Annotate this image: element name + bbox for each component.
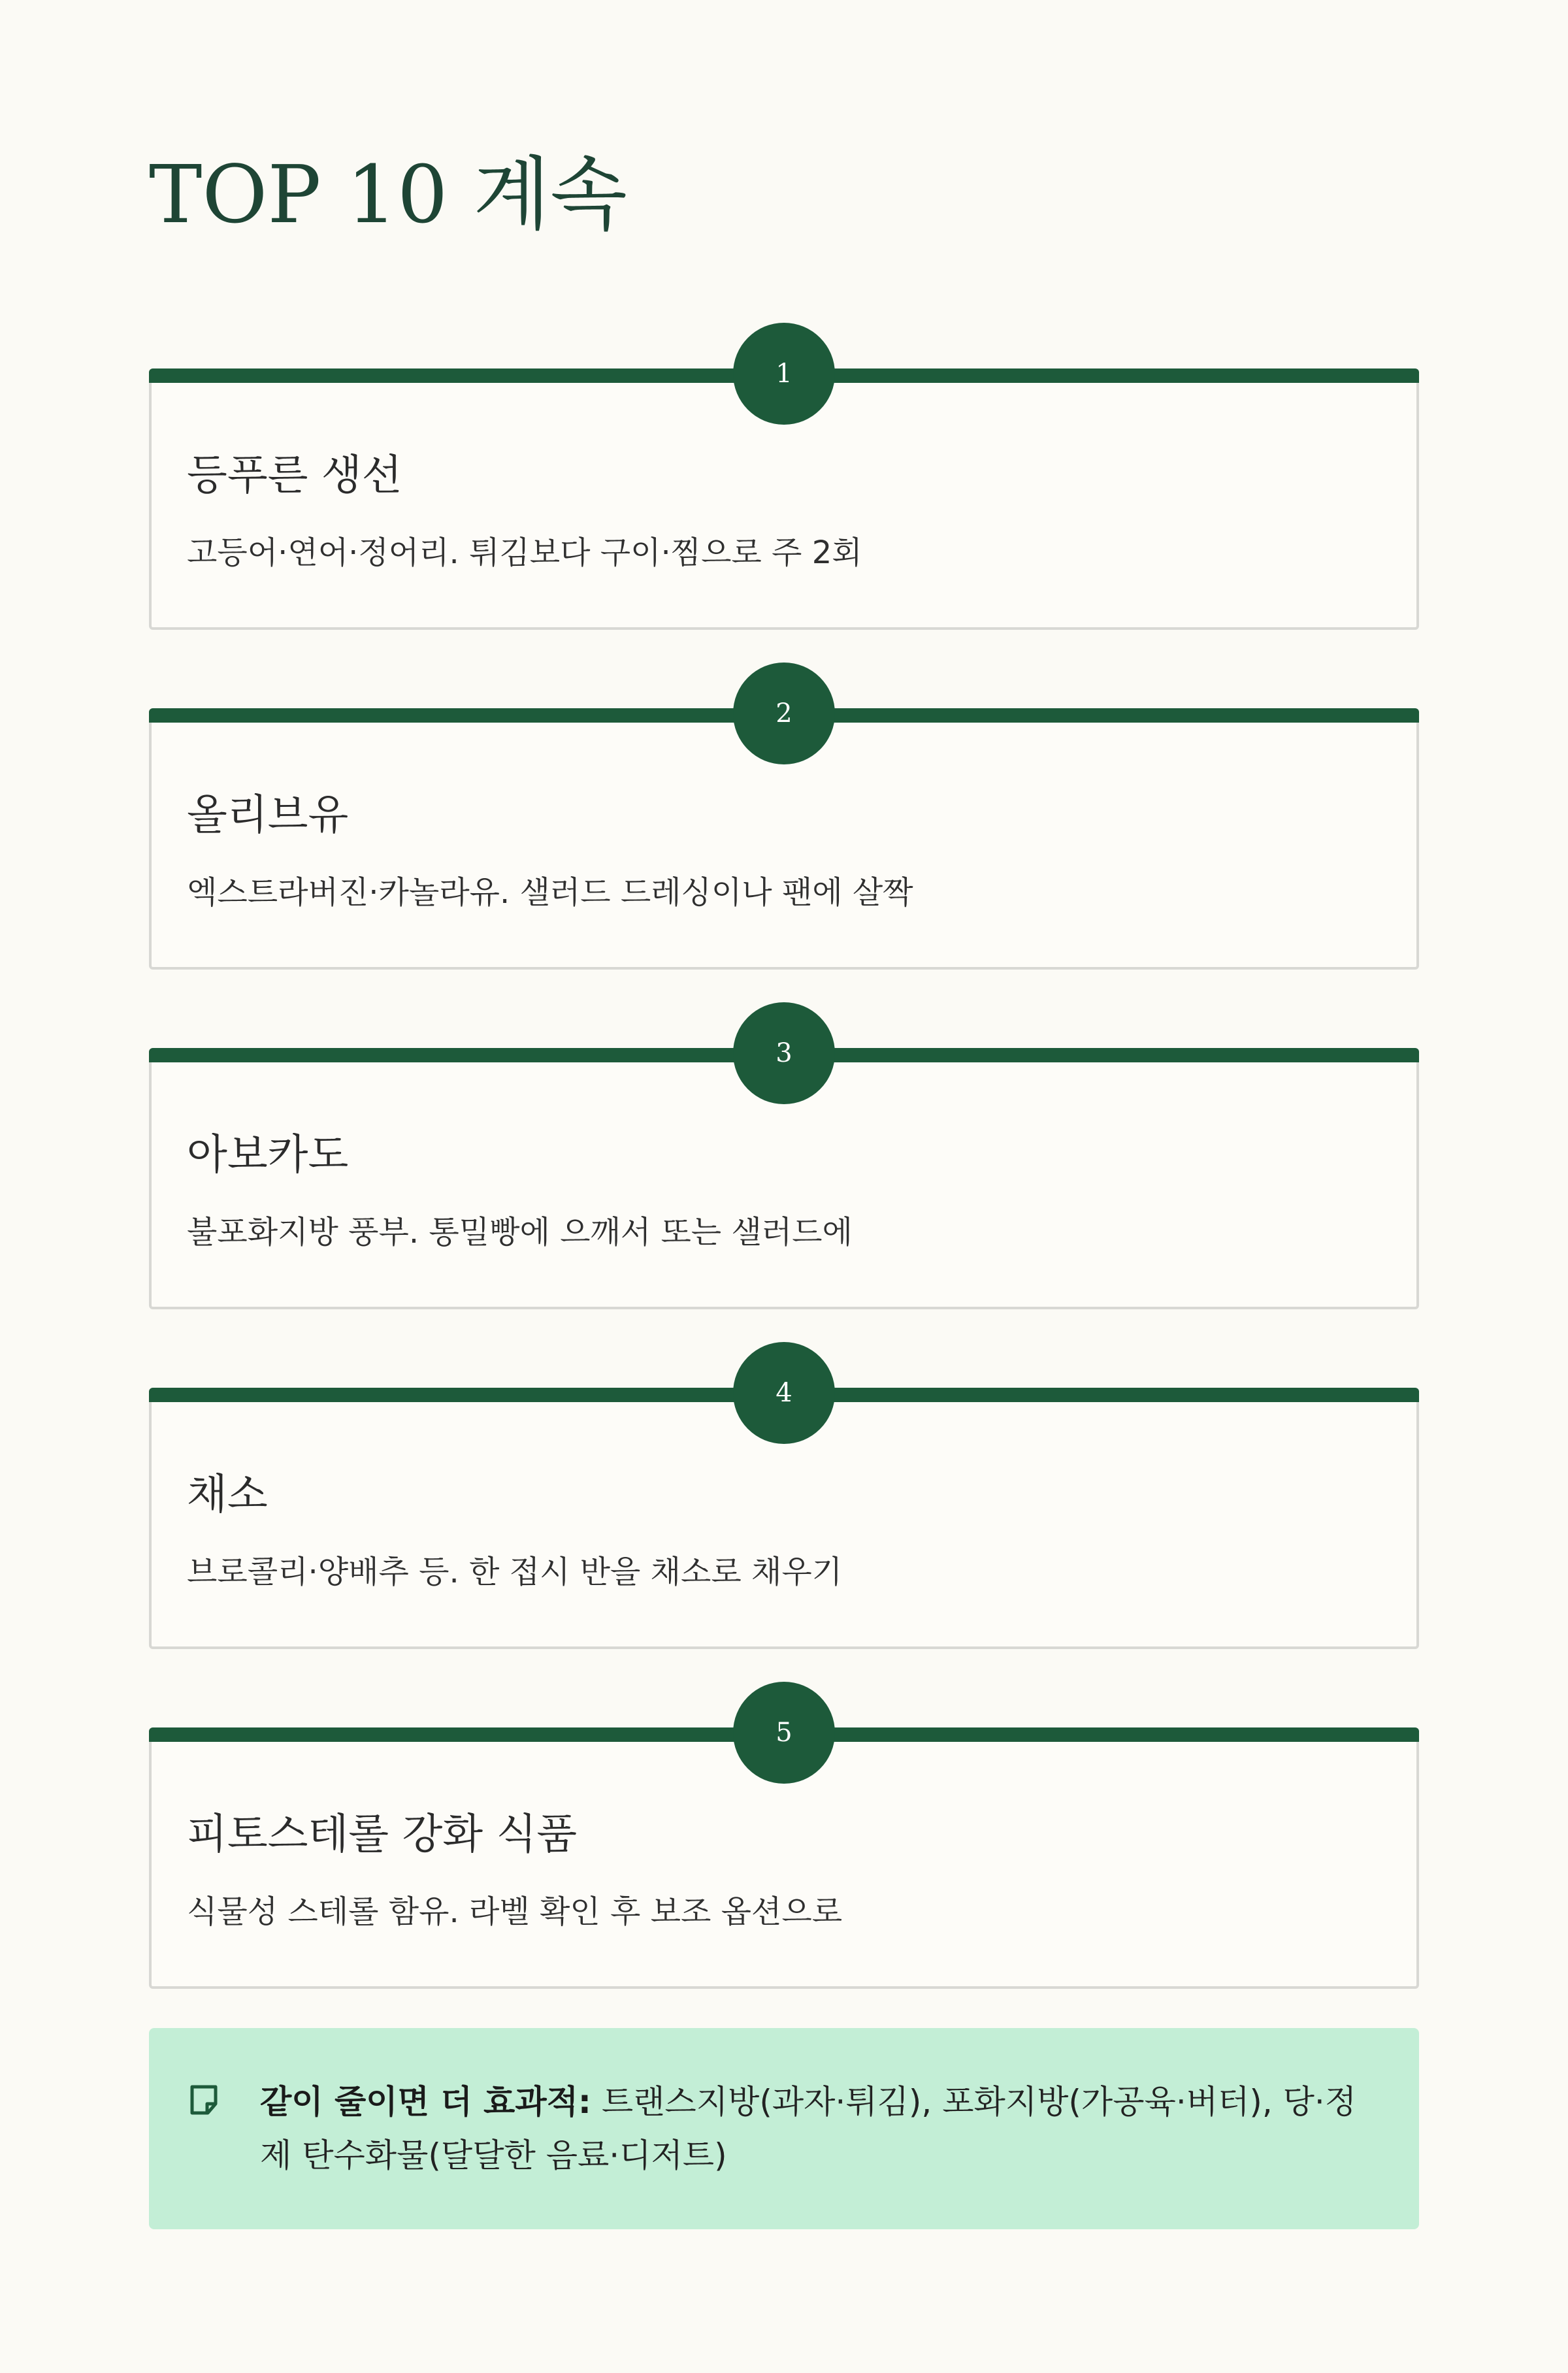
- tip-text: [260, 2075, 1384, 2182]
- item-description: 식물성 스테롤 함유. 라벨 확인 후 보조 옵션으로: [187, 1893, 843, 1930]
- item-description: 고등어·연어·정어리. 튀김보다 구이·찜으로 주 2회: [187, 534, 862, 571]
- tip-callout: [149, 2028, 1419, 2229]
- tip-label: 같이 줄이면 더 효과적:: [260, 2083, 591, 2121]
- item-description: 브로콜리·양배추 등. 한 접시 반을 채소로 채우기: [187, 1554, 843, 1590]
- item-number-badge: 1: [733, 323, 835, 425]
- list-item: [149, 1680, 1419, 1989]
- list-item: [149, 1341, 1419, 1649]
- item-heading: 올리브유: [187, 791, 349, 840]
- item-number-badge: 3: [733, 1002, 835, 1104]
- item-heading: 아보카도: [187, 1131, 349, 1179]
- item-heading: 채소: [187, 1471, 268, 1519]
- page-title: TOP 10 계속: [149, 148, 627, 241]
- item-heading: 피토스테롤 강화 식품: [187, 1810, 578, 1859]
- item-number-badge: 4: [733, 1342, 835, 1444]
- list-item: [149, 1001, 1419, 1309]
- item-heading: 등푸른 생선: [187, 451, 402, 500]
- item-description: 엑스트라버진·카놀라유. 샐러드 드레싱이나 팬에 살짝: [187, 874, 913, 911]
- tip-body: 트랜스지방(과자·튀김), 포화지방(가공육·버터), 당·정제 탄수화물(달달한 음료·디저트): [260, 2083, 1357, 2174]
- item-description: 불포화지방 풍부. 통밀빵에 으깨서 또는 샐러드에: [187, 1214, 853, 1251]
- item-number-badge: 5: [733, 1682, 835, 1784]
- list-item: [149, 321, 1419, 630]
- note-icon: [187, 2083, 221, 2117]
- item-number-badge: 2: [733, 663, 835, 764]
- list-item: [149, 661, 1419, 970]
